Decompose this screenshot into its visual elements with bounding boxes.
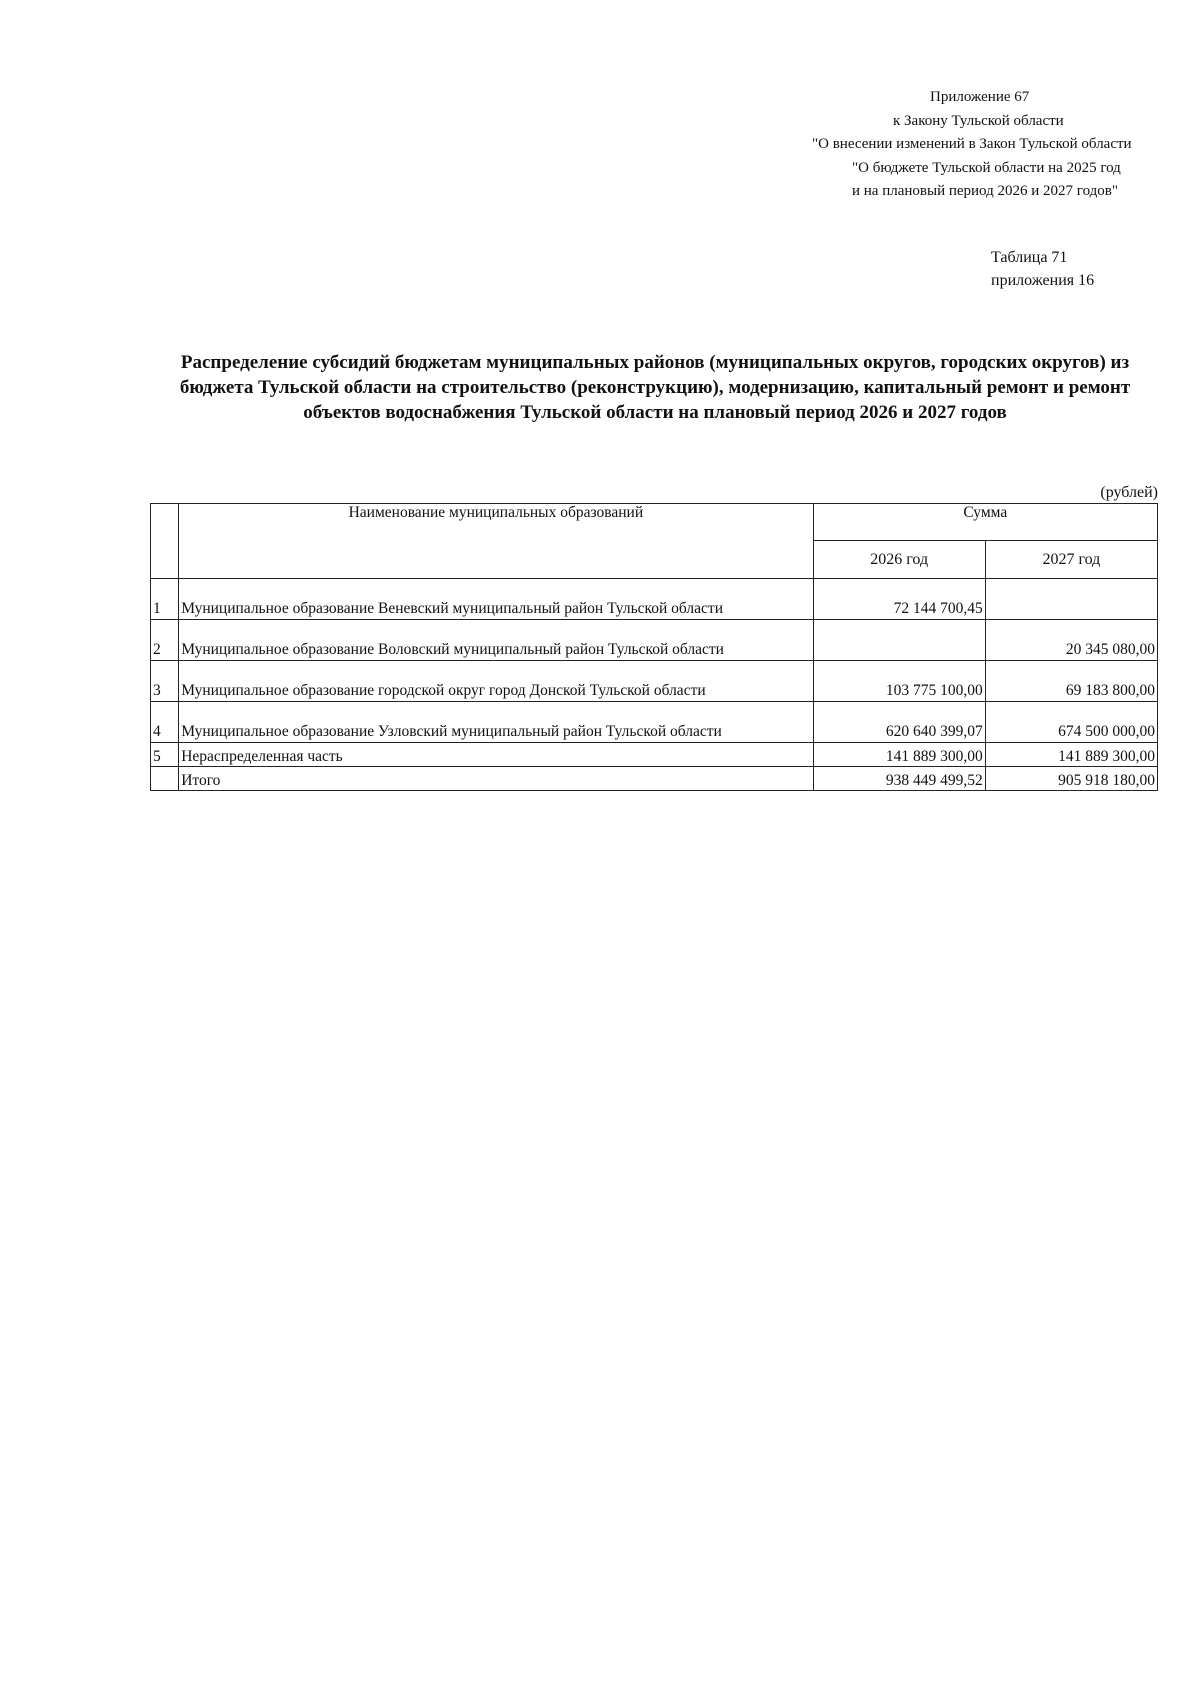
header-sum-cell: Сумма	[813, 504, 1157, 541]
table-row	[151, 661, 1158, 702]
row-amount-2026: 72 144 700,45	[813, 579, 985, 620]
row-amount-2026: 103 775 100,00	[813, 661, 985, 702]
annex-line-2: к Закону Тульской области	[893, 112, 1064, 129]
row-name: Муниципальное образование Веневский муниципальный район Тульской области	[179, 579, 813, 620]
document-title-line-1: Распределение субсидий бюджетам муниципальных районов (муниципальных округов, городских округов) из	[180, 352, 1130, 373]
total-number	[151, 767, 179, 791]
annex-line-4: "О бюджете Тульской области на 2025 год	[852, 159, 1121, 176]
row-number: 1	[151, 579, 179, 620]
table-reference-line-2: приложения 16	[991, 272, 1095, 289]
table-total-row	[151, 767, 1158, 791]
document-title-line-3: объектов водоснабжения Тульской области на плановый период 2026 и 2027 годов	[303, 402, 1007, 423]
row-name: Муниципальное образование Узловский муниципальный район Тульской области	[179, 702, 813, 743]
total-amount-2027: 905 918 180,00	[985, 767, 1157, 791]
row-amount-2027: 141 889 300,00	[985, 743, 1157, 767]
annex-line-3: "О внесении изменений в Закон Тульской области	[812, 136, 1132, 152]
document-title	[150, 350, 1160, 425]
row-amount-2027	[985, 579, 1157, 620]
table-reference-line-1: Таблица 71	[991, 249, 1068, 266]
row-amount-2026	[813, 620, 985, 661]
header-number-cell	[151, 504, 179, 579]
annex-line-5: и на плановый период 2026 и 2027 годов"	[852, 183, 1118, 199]
table-reference	[991, 246, 1094, 292]
row-name: Нераспределенная часть	[179, 743, 813, 767]
row-number: 4	[151, 702, 179, 743]
document-title-line-2: бюджета Тульской области на строительство (реконструкцию), модернизацию, капитальный ремонт и ремонт	[179, 377, 1131, 398]
row-number: 3	[151, 661, 179, 702]
total-amount-2026: 938 449 499,52	[813, 767, 985, 791]
row-amount-2027: 69 183 800,00	[985, 661, 1157, 702]
subsidy-table	[150, 503, 1158, 791]
row-name: Муниципальное образование Воловский муниципальный район Тульской области	[179, 620, 813, 661]
row-amount-2026: 141 889 300,00	[813, 743, 985, 767]
row-amount-2026: 620 640 399,07	[813, 702, 985, 743]
row-name: Муниципальное образование городской округ город Донской Тульской области	[179, 661, 813, 702]
annex-header	[760, 86, 1200, 204]
table-row	[151, 579, 1158, 620]
row-number: 2	[151, 620, 179, 661]
table-row	[151, 743, 1158, 767]
table-header-row	[151, 504, 1158, 541]
header-2026-cell: 2026 год	[813, 541, 985, 579]
header-name-cell: Наименование муниципальных образований	[179, 504, 813, 579]
table-row	[151, 702, 1158, 743]
annex-line-1: Приложение 67	[930, 89, 1030, 105]
table-row	[151, 620, 1158, 661]
row-number: 5	[151, 743, 179, 767]
units-label: (рублей)	[1100, 484, 1158, 501]
row-amount-2027: 674 500 000,00	[985, 702, 1157, 743]
row-amount-2027: 20 345 080,00	[985, 620, 1157, 661]
header-2027-cell: 2027 год	[985, 541, 1157, 579]
total-label: Итого	[179, 767, 813, 791]
